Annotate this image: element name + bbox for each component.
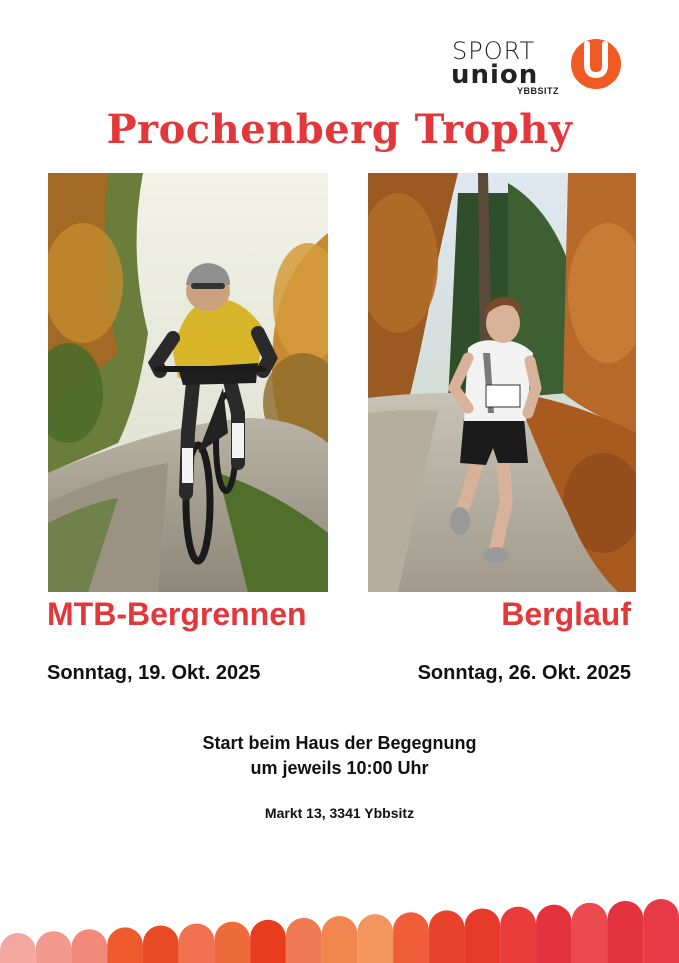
wave-arch [286,918,322,963]
wave-arch [250,920,286,963]
wave-arch [322,916,358,963]
wave-arch [71,929,107,963]
wave-arch [643,899,679,963]
wave-arch [608,901,644,963]
event-berglauf-title: Berglauf [501,596,631,632]
wave-arch [393,912,429,963]
mountain-biker-photo [48,173,328,592]
wave-arch [465,908,501,963]
logo-word-union: union [451,60,539,90]
start-location: Start beim Haus der Begegnung [202,733,477,753]
runner-photo [368,173,636,592]
wave-arch [572,903,608,963]
event-mtb-date: Sonntag, 19. Okt. 2025 [47,662,261,684]
logo-city: YBBSITZ [517,86,560,96]
decorative-wave-border [0,893,679,963]
address: Markt 13, 3341 Ybbsitz [264,805,415,821]
event-berglauf-date: Sonntag, 26. Okt. 2025 [417,662,631,684]
wave-arch [536,905,572,963]
wave-arch [500,907,536,963]
wave-arch [143,925,179,963]
logo-word-sport: SPORT [452,37,536,65]
wave-arch [0,933,36,963]
union-u-icon [570,38,622,90]
sport-union-logo [450,36,628,98]
wave-arch [357,914,393,963]
wave-arch [429,910,465,963]
wave-arch [107,927,143,963]
start-time: um jeweils 10:00 Uhr [250,758,429,778]
wave-arch [179,924,215,963]
page-title: Prochenberg Trophy [106,106,573,153]
event-mtb-title: MTB-Bergrennen [47,596,307,632]
wave-arch [214,922,250,963]
wave-arch [36,931,72,963]
